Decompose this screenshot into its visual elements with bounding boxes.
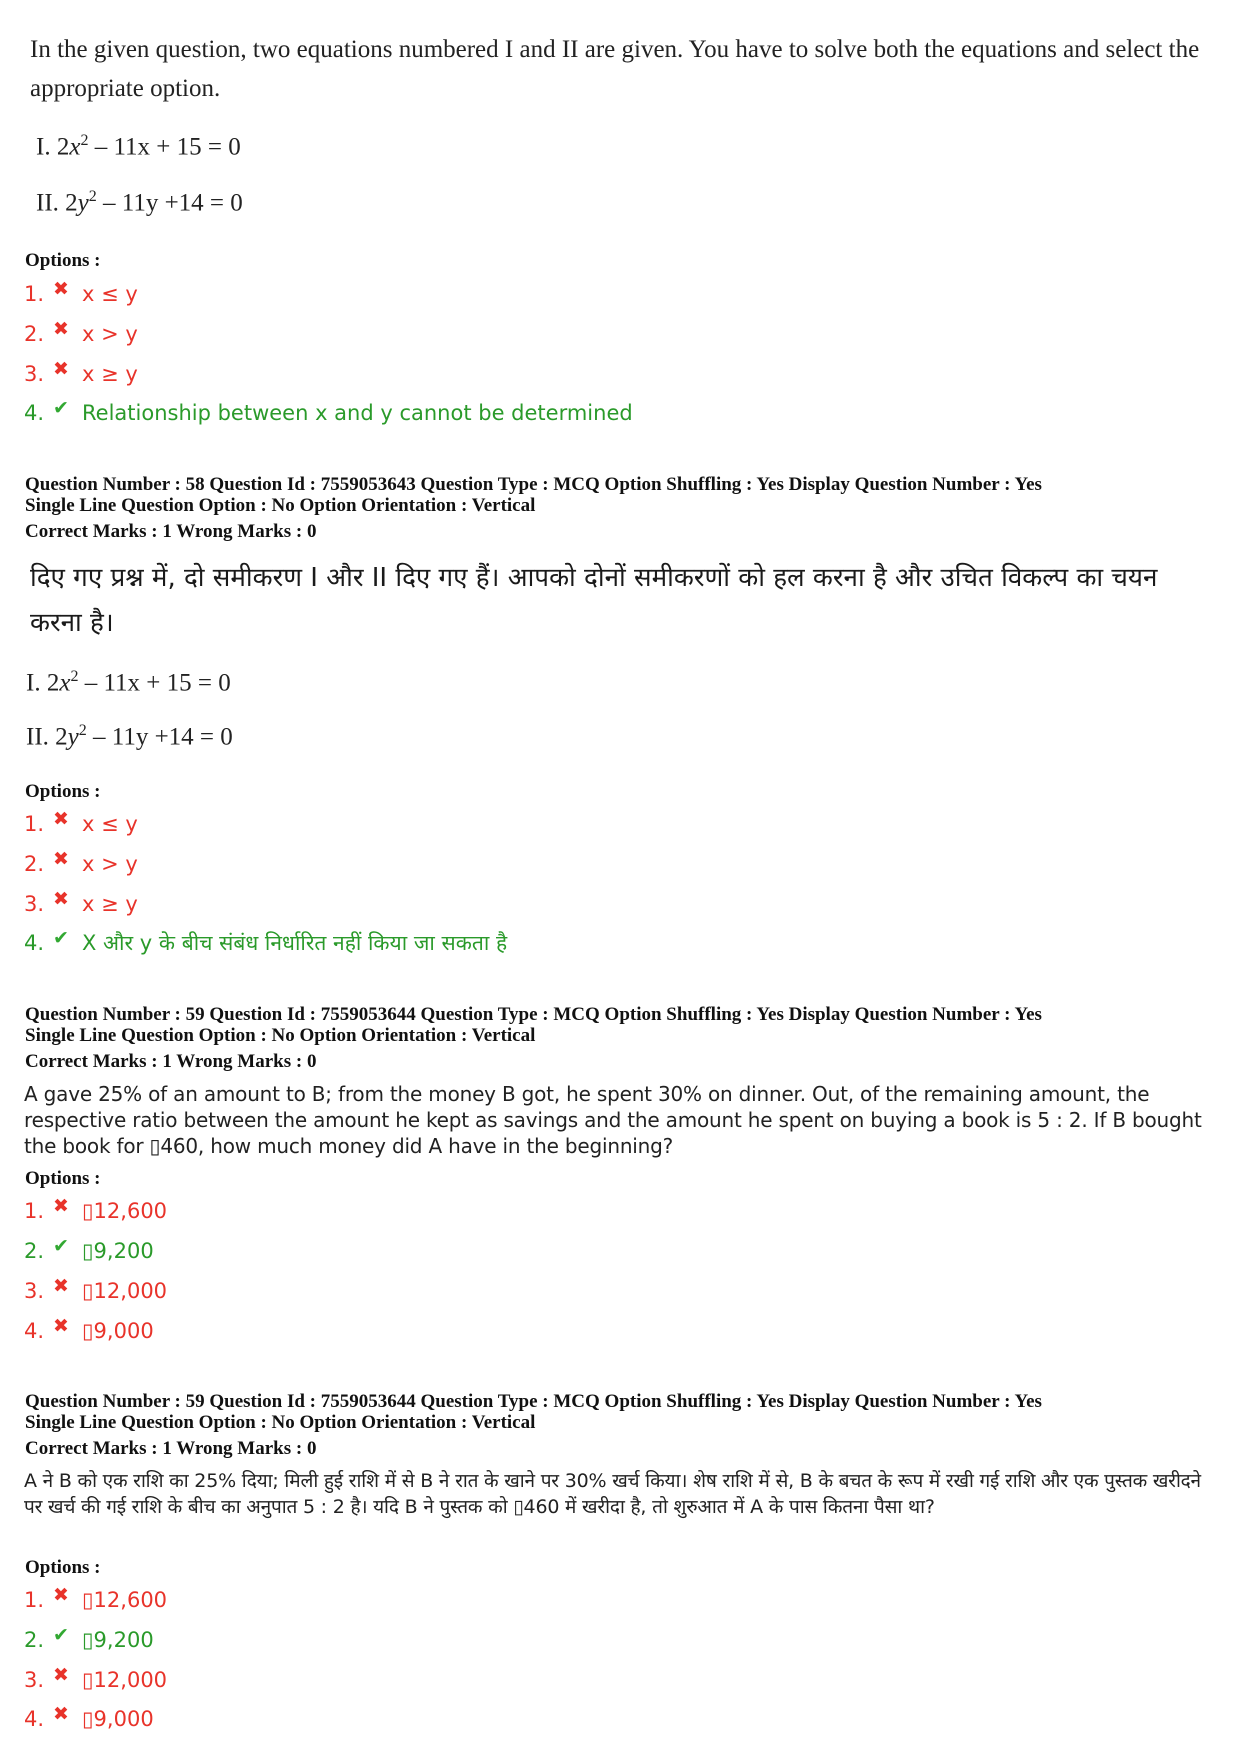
- option-4: 4. ✖ ▯9,000: [24, 1315, 154, 1343]
- equation-1: I. $2x^2 - 11x + 15 = 0$: [26, 668, 231, 697]
- meta-line-1: Question Number : 59 Question Id : 7559053644 Question Type : MCQ Option Shuffling : Yes Display Question Number : Yes: [25, 1004, 1042, 1025]
- question-meta: [25, 474, 1225, 542]
- checkmark-icon: ✔: [53, 397, 69, 419]
- option-2: 2. ✖ x > y: [24, 848, 138, 876]
- checkmark-icon: ✔: [53, 1235, 69, 1257]
- option-4: 4. ✔ Relationship between x and y cannot be determined: [24, 397, 633, 425]
- options-label: Options :: [25, 1168, 101, 1189]
- equation-2: II. $2y^2 - 11y +14 = 0$: [26, 722, 233, 751]
- option-1: 1. ✖ x ≤ y: [24, 278, 138, 306]
- meta-line-2: Single Line Question Option : No Option Orientation : Vertical: [25, 495, 536, 516]
- option-3: 3. ✖ x ≥ y: [24, 888, 138, 916]
- cross-icon: ✖: [53, 318, 69, 340]
- meta-line-1: Question Number : 59 Question Id : 7559053644 Question Type : MCQ Option Shuffling : Yes Display Question Number : Yes: [25, 1391, 1042, 1412]
- checkmark-icon: ✔: [53, 927, 69, 949]
- option-2: 2. ✖ x > y: [24, 318, 138, 346]
- option-3: 3. ✖ ▯12,000: [24, 1664, 168, 1692]
- option-1: 1. ✖ ▯12,600: [24, 1584, 168, 1612]
- cross-icon: ✖: [53, 1584, 69, 1606]
- option-2: 2. ✔ ▯9,200: [24, 1235, 154, 1263]
- cross-icon: ✖: [53, 848, 69, 870]
- meta-line-3: Correct Marks : 1 Wrong Marks : 0: [25, 521, 317, 542]
- question-text: In the given question, two equations numbered I and II are given. You have to solve both the equations and select the appropriate option.: [30, 36, 1200, 102]
- cross-icon: ✖: [53, 278, 69, 300]
- option-4: 4. ✖ ▯9,000: [24, 1703, 154, 1731]
- equation-1: I. $2x^2 - 11x + 15 = 0$: [36, 132, 241, 161]
- options-label: Options :: [25, 781, 101, 802]
- option-3: 3. ✖ x ≥ y: [24, 358, 138, 386]
- cross-icon: ✖: [53, 1703, 69, 1725]
- meta-line-2: Single Line Question Option : No Option Orientation : Vertical: [25, 1025, 536, 1046]
- option-2: 2. ✔ ▯9,200: [24, 1624, 154, 1652]
- cross-icon: ✖: [53, 888, 69, 910]
- options-label: Options :: [25, 250, 101, 271]
- equation-2: II. $2y^2 - 11y +14 = 0$: [36, 188, 243, 217]
- meta-line-2: Single Line Question Option : No Option Orientation : Vertical: [25, 1412, 536, 1433]
- option-3: 3. ✖ ▯12,000: [24, 1275, 168, 1303]
- question-meta: [25, 1391, 1225, 1459]
- meta-line-1: Question Number : 58 Question Id : 7559053643 Question Type : MCQ Option Shuffling : Yes Display Question Number : Yes: [25, 474, 1042, 495]
- option-1: 1. ✖ x ≤ y: [24, 808, 138, 836]
- cross-icon: ✖: [53, 1275, 69, 1297]
- cross-icon: ✖: [53, 358, 69, 380]
- option-4: 4. ✔ X और y के बीच संबंध निर्धारित नहीं किया जा सकता है: [24, 927, 508, 955]
- option-1: 1. ✖ ▯12,600: [24, 1195, 168, 1223]
- cross-icon: ✖: [53, 1195, 69, 1217]
- meta-line-3: Correct Marks : 1 Wrong Marks : 0: [25, 1438, 317, 1459]
- checkmark-icon: ✔: [53, 1624, 69, 1646]
- options-label: Options :: [25, 1557, 101, 1578]
- meta-line-3: Correct Marks : 1 Wrong Marks : 0: [25, 1051, 317, 1072]
- question-meta: [25, 1004, 1225, 1072]
- question-text: A gave 25% of an amount to B; from the money B got, he spent 30% on dinner. Out, of the remaining amount, the respective ratio between the amount he kept as savings and the amount he spent on buying a book is 5 : 2. If B bought the book for ▯460, how much money did A have in the beginning?: [24, 1082, 1202, 1158]
- question-text: A ने B को एक राशि का 25% दिया; मिली हुई राशि में से B ने रात के खाने पर 30% खर्च किया। शेष राशि में से, B के बचत के रूप में रखी गई राशि और एक पुस्तक खरीदने पर खर्च की गई राशि के बीच का अनुपात 5 : 2 है। यदि B ने पुस्तक को ▯460 में खरीदा है, तो शुरुआत में A के पास कितना पैसा था?: [24, 1470, 1201, 1518]
- cross-icon: ✖: [53, 1315, 69, 1337]
- question-text: दिए गए प्रश्न में, दो समीकरण I और II दिए गए हैं। आपको दोनों समीकरणों को हल करना है और उचित विकल्प का चयन करना है।: [30, 563, 1158, 638]
- cross-icon: ✖: [53, 1664, 69, 1686]
- cross-icon: ✖: [53, 808, 69, 830]
